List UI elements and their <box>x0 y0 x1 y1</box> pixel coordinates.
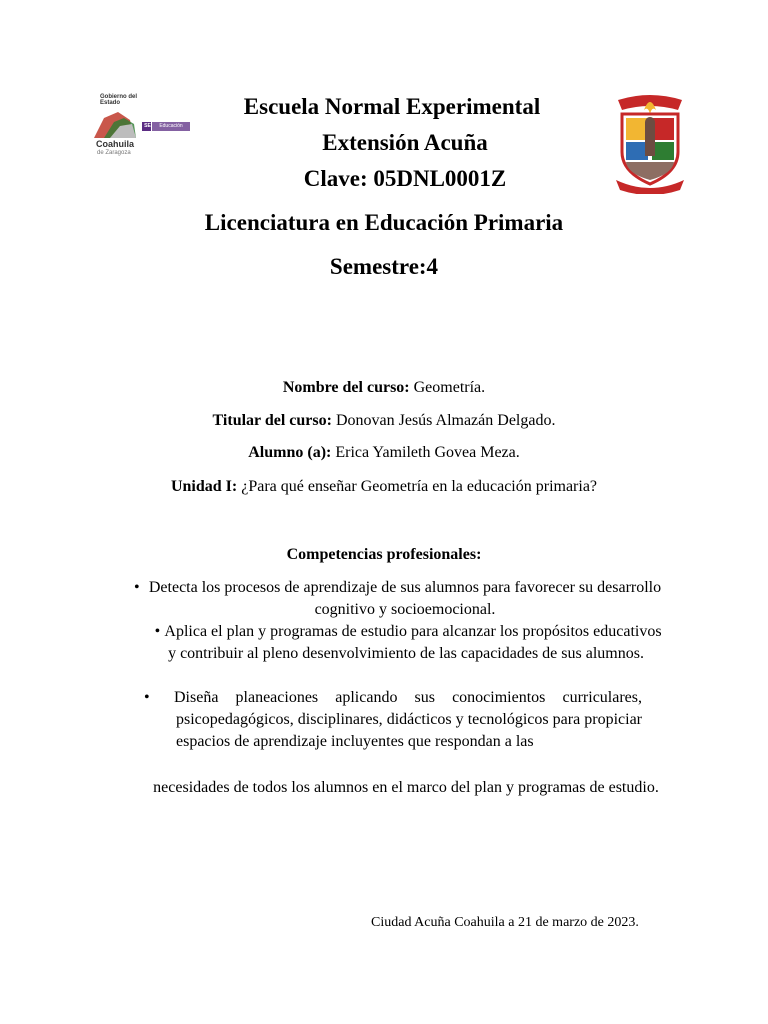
student-value: Erica Yamileth Govea Meza. <box>331 444 520 461</box>
course-label: Nombre del curso: <box>282 379 410 396</box>
competency-text: Diseña planeaciones aplicando sus conocimientos curriculares, psicopedagógicos, disciplinares, didácticos y tecnológicos para propiciar espacios de aprendizaje incluyentes que respondan a las <box>174 689 642 750</box>
logo-line3: Estado <box>100 100 121 106</box>
competency-continuation: necesidades de todos los alumnos en el marco del plan y programas de estudio. <box>153 779 659 796</box>
competencies-title: Competencias profesionales: <box>286 546 482 563</box>
logo-line1: Gobierno <box>100 94 127 100</box>
place-date: Ciudad Acuña Coahuila a 21 de marzo de 2023. <box>371 915 639 930</box>
competency-text: Aplica el plan y programas de estudio para alcanzar los propósitos educativos y contribuir al pleno desenvolvimiento de las capacidades de sus alumnos. <box>164 623 662 662</box>
logo-badge1: SE <box>144 123 151 129</box>
course-value: Geometría. <box>409 379 486 396</box>
unit-label: Unidad I: <box>170 478 238 495</box>
student-label: Alumno (a): <box>248 444 332 461</box>
competency-item <box>144 687 642 753</box>
teacher-value: Donovan Jesús Almazán Delgado. <box>331 412 556 429</box>
bullet-icon: • <box>134 579 140 596</box>
student-line <box>0 443 768 463</box>
competency-text: Detecta los procesos de aprendizaje de sus alumnos para favorecer su desarrollo cognitivo y socioemocional. <box>148 579 662 618</box>
competency-item <box>134 577 662 621</box>
logo-line2: del <box>128 94 138 100</box>
teacher-line <box>0 411 768 431</box>
school-extension: Extensión Acuña <box>322 130 488 155</box>
logo-badge2: Educación <box>159 123 183 129</box>
bullet-icon: • <box>144 689 150 706</box>
unit-line <box>0 477 768 497</box>
degree-title: Licenciatura en Educación Primaria <box>204 210 564 235</box>
semester: Semestre:4 <box>329 254 439 279</box>
bullet-icon: • <box>154 623 161 640</box>
school-clave: Clave: 05DNL0001Z <box>303 166 507 191</box>
school-name: Escuela Normal Experimental <box>243 94 541 119</box>
logo-sub: de Zaragoza <box>97 150 131 156</box>
course-name-line <box>0 378 768 398</box>
competency-item <box>146 621 666 665</box>
unit-value: ¿Para qué enseñar Geometría en la educación primaria? <box>237 478 598 495</box>
teacher-label: Titular del curso: <box>212 412 332 429</box>
logo-state: Coahuila <box>96 139 135 149</box>
